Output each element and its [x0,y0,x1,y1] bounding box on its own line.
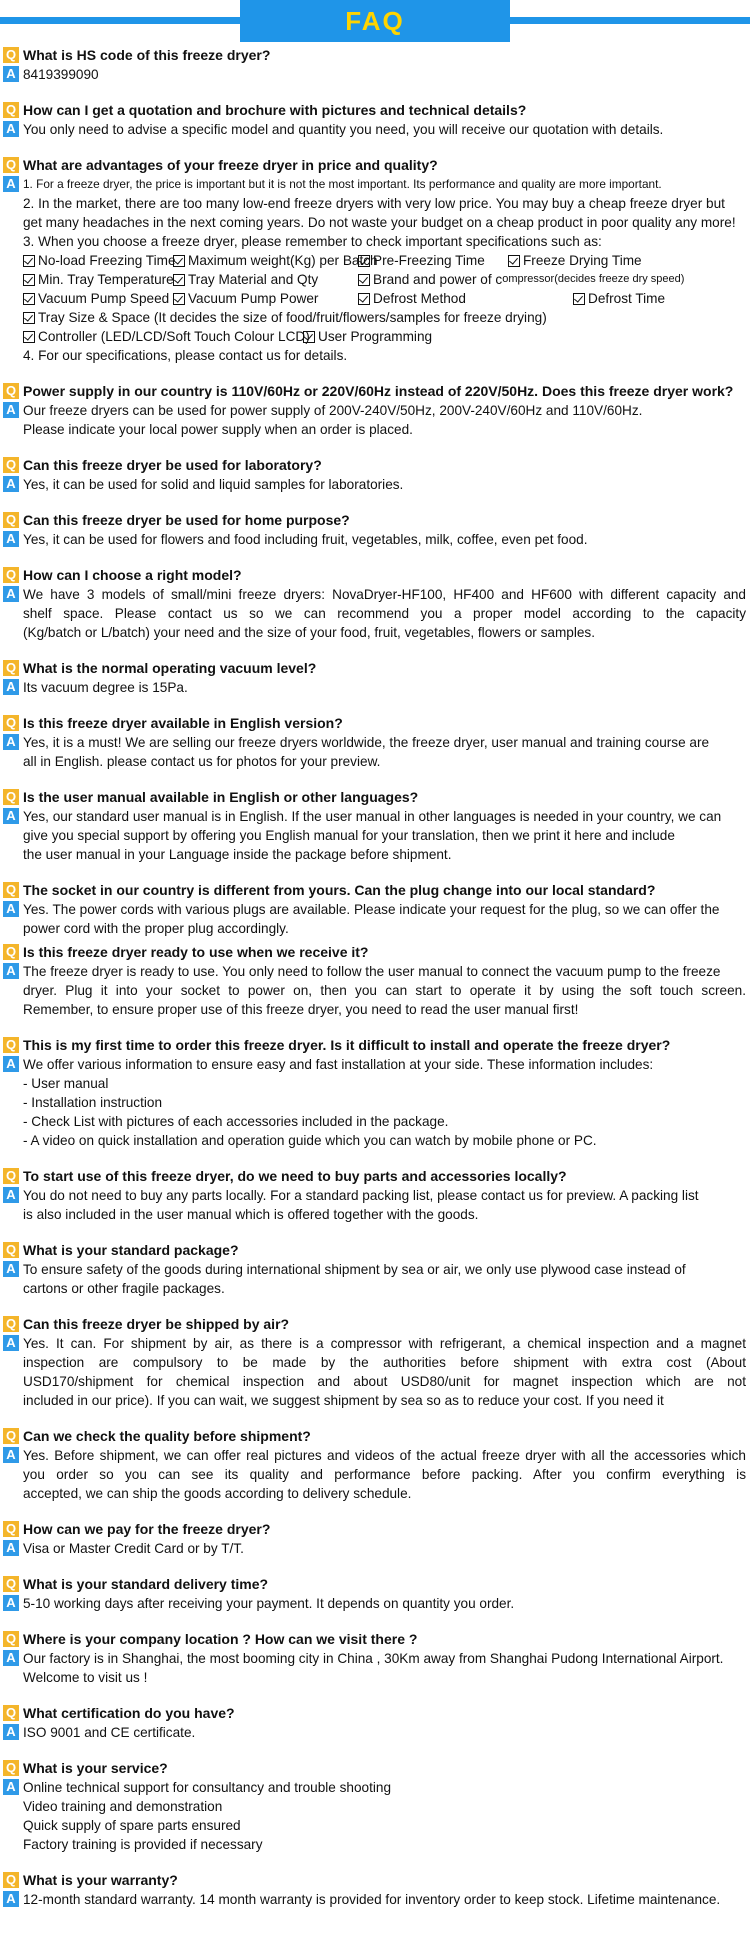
spec-label: Maximum weight(Kg) per Batch [188,253,378,268]
answer-badge: A [3,476,19,492]
answer-line: The freeze dryer is ready to use. You only need to follow the user manual to connect the vacuum pump to the freeze [23,964,721,979]
answer-row [0,733,750,771]
question-badge: Q [3,47,19,63]
question-row [0,881,750,900]
spec-label: User Programming [318,329,433,344]
answer-row [0,1539,750,1558]
spec-row [23,270,746,289]
question-text: How can we pay for the freeze dryer? [23,1521,271,1537]
answer-line: - A video on quick installation and operation guide which you can watch by mobile phone or PC. [23,1133,597,1148]
answer-line: USD170/shipment for chemical inspection and about USD80/unit for magnet inspection which are not [23,1374,746,1389]
answer-line: To ensure safety of the goods during international shipment by sea or air, we only use plywood case instead of [23,1262,686,1277]
answer-line: included in our price). If you can wait, we suggest shipment by sea so as to reduce your cost. If you need it [23,1393,664,1408]
question-row [0,1871,750,1890]
faq-item [0,881,750,938]
spec-item [173,270,358,289]
faq-item [0,1759,750,1854]
answer-body [23,1649,750,1687]
faq-item [0,659,750,697]
answer-line: the user manual in your Language inside the package before shipment. [23,847,452,862]
answer-body [23,1446,750,1503]
question-row [0,1630,750,1649]
faq-list [0,46,750,1926]
answer-badge: A [3,1595,19,1611]
answer-badge: A [3,586,19,602]
answer-row [0,1594,750,1613]
answer-body [23,807,750,864]
question-text: Can we check the quality before shipment? [23,1428,311,1444]
question-badge: Q [3,1168,19,1184]
answer-line: all in English. please contact us for photos for your preview. [23,754,381,769]
spec-label: Freeze Drying Time [523,253,642,268]
answer-line: - Check List with pictures of each accessories included in the package. [23,1114,449,1129]
faq-item [0,1575,750,1613]
spec-label: Tray Material and Qty [188,272,319,287]
faq-item [0,101,750,139]
spec-item [23,270,173,289]
spec-item [23,327,310,346]
answer-row [0,120,750,139]
faq-item [0,1036,750,1150]
spec-item [303,327,503,346]
checkbox-icon [23,312,35,324]
answer-badge: A [3,679,19,695]
question-text: What certification do you have? [23,1705,235,1721]
question-badge: Q [3,383,19,399]
answer-line: Please indicate your local power supply when an order is placed. [23,422,413,437]
answer-line: Yes, it is a must! We are selling our freeze dryers worldwide, the freeze dryer, user manual and training course are [23,735,710,750]
answer-badge: A [3,1447,19,1463]
spec-item [173,289,358,308]
faq-item [0,1167,750,1224]
question-row [0,788,750,807]
spec-item [508,251,658,270]
answer-line: Yes. It can. For shipment by air, as there is a compressor with refrigerant, a chemical inspection and a magnet [23,1336,746,1351]
spec-item [358,251,508,270]
spec-label: Vacuum Pump Power [188,291,319,306]
checkbox-icon [358,255,370,267]
question-row [0,456,750,475]
answer-body [23,1594,750,1613]
answer-row [0,1446,750,1503]
answer-badge: A [3,176,19,192]
answer-line: We offer various information to ensure easy and fast installation at your side. These information includes: [23,1057,654,1072]
question-row [0,46,750,65]
question-row [0,1167,750,1186]
answer-badge: A [3,1650,19,1666]
answer-line: 1. For a freeze dryer, the price is important but it is not the most important. Its performance and quality are more important. [23,177,662,191]
answer-row [0,900,750,938]
answer-row [0,65,750,84]
answer-line: power cord with the proper plug accordingly. [23,921,289,936]
spec-item [173,251,378,270]
checkbox-icon [358,293,370,305]
answer-body [23,1260,750,1298]
answer-body [23,900,750,938]
question-row [0,1241,750,1260]
answer-line: accepted, we can ship the goods according to delivery schedule. [23,1486,412,1501]
answer-body [23,733,750,771]
answer-body [23,1055,750,1150]
checkbox-icon [23,255,35,267]
answer-row [0,1723,750,1742]
answer-badge: A [3,1891,19,1907]
faq-item [0,1871,750,1909]
faq-item [0,1427,750,1503]
question-badge: Q [3,457,19,473]
answer-body [23,1334,750,1410]
question-row [0,659,750,678]
question-badge: Q [3,1428,19,1444]
answer-line: Quick supply of spare parts ensured [23,1818,241,1833]
answer-line: Yes, it can be used for solid and liquid samples for laboratories. [23,477,404,492]
answer-body [23,1539,750,1558]
question-badge: Q [3,157,19,173]
checkbox-icon [303,331,315,343]
question-row [0,1315,750,1334]
answer-line: Our factory is in Shanghai, the most booming city in China , 30Km away from Shanghai Pudong International Airport. [23,1651,724,1666]
spec-label: No-load Freezing Time [38,253,176,268]
answer-badge: A [3,1540,19,1556]
answer-line: cartons or other fragile packages. [23,1281,225,1296]
answer-body [23,962,750,1019]
question-badge: Q [3,1037,19,1053]
answer-line: 2. In the market, there are too many low-end freeze dryers with very low price. You may buy a cheap freeze dryer but [23,196,725,211]
spec-item [358,289,573,308]
answer-body [23,1723,750,1742]
checkbox-icon [23,293,35,305]
question-text: To start use of this freeze dryer, do we need to buy parts and accessories locally? [23,1168,567,1184]
faq-item [0,1520,750,1558]
spec-label-suffix: ompressor(decides freeze dry speed) [502,273,685,285]
question-text: The socket in our country is different from yours. Can the plug change into our local standard? [23,882,656,898]
question-text: This is my first time to order this freeze dryer. Is it difficult to install and operate the freeze dryer? [23,1037,671,1053]
answer-line: Remember, to ensure proper use of this freeze dryer, you need to read the user manual first! [23,1002,579,1017]
answer-row [0,1055,750,1150]
answer-badge: A [3,1187,19,1203]
answer-row [0,475,750,494]
answer-line: Yes. Before shipment, we can offer real pictures and videos of the actual freeze dryer with all the accessories which [23,1448,746,1463]
faq-item [0,511,750,549]
answer-line: 12-month standard warranty. 14 month warranty is provided for inventory order to keep stock. Lifetime maintenance. [23,1892,721,1907]
checkbox-icon [573,293,585,305]
answer-line: Online technical support for consultancy and trouble shooting [23,1780,392,1795]
answer-body [23,530,750,549]
answer-line: Visa or Master Credit Card or by T/T. [23,1541,244,1556]
question-badge: Q [3,102,19,118]
checkbox-icon [173,274,185,286]
question-row [0,156,750,175]
answer-body [23,175,750,365]
answer-badge: A [3,121,19,137]
answer-body [23,1186,750,1224]
spec-item [23,289,173,308]
spec-row [23,289,746,308]
question-badge: Q [3,882,19,898]
question-badge: Q [3,660,19,676]
faq-item [0,714,750,771]
answer-line: You only need to advise a specific model and quantity you need, you will receive our quotation with details. [23,122,664,137]
question-badge: Q [3,1242,19,1258]
spec-label: Defrost Time [588,291,666,306]
checkbox-icon [23,274,35,286]
spec-label: Pre-Freezing Time [373,253,485,268]
question-text: What is your warranty? [23,1872,178,1888]
question-badge: Q [3,1576,19,1592]
answer-badge: A [3,1724,19,1740]
question-badge: Q [3,1705,19,1721]
answer-body [23,65,750,84]
answer-line: - Installation instruction [23,1095,163,1110]
answer-line: give you special support by offering you English manual for your translation, then we print it here and include [23,828,675,843]
answer-row [0,1890,750,1909]
spec-label: Defrost Method [373,291,466,306]
answer-line: Its vacuum degree is 15Pa. [23,680,188,695]
answer-row [0,530,750,549]
answer-badge: A [3,808,19,824]
answer-line: 3. When you choose a freeze dryer, please remember to check important specifications such as: [23,234,602,249]
answer-row [0,401,750,439]
question-row [0,511,750,530]
faq-item [0,1241,750,1298]
answer-line: (Kg/batch or L/batch) your need and the size of your food, fruit, vegetables, flowers or samples. [23,625,595,640]
answer-badge: A [3,66,19,82]
answer-line: is also included in the user manual which is offered together with the goods. [23,1207,479,1222]
question-row [0,382,750,401]
spec-label: Vacuum Pump Speed [38,291,170,306]
faq-item [0,456,750,494]
question-badge: Q [3,567,19,583]
question-text: Can this freeze dryer be used for laboratory? [23,457,322,473]
question-row [0,1575,750,1594]
question-row [0,1759,750,1778]
faq-item [0,943,750,1019]
checkbox-icon [23,331,35,343]
question-badge: Q [3,1521,19,1537]
checkbox-icon [173,255,185,267]
answer-badge: A [3,734,19,750]
question-text: What is your standard delivery time? [23,1576,269,1592]
question-text: Can this freeze dryer be shipped by air? [23,1316,290,1332]
question-row [0,101,750,120]
question-row [0,566,750,585]
answer-row [0,1260,750,1298]
answer-row [0,1334,750,1410]
answer-body [23,678,750,697]
answer-line: 8419399090 [23,67,99,82]
answer-line: you order so you can see its quality and performance before packing. After you confirm everything is [23,1467,746,1482]
answer-badge: A [3,1261,19,1277]
faq-item [0,156,750,365]
answer-body [23,585,750,642]
question-text: Is this freeze dryer available in English version? [23,715,343,731]
answer-badge: A [3,901,19,917]
answer-line: We have 3 models of small/mini freeze dryers: NovaDryer-HF100, HF400 and HF600 with different capacity and [23,587,746,602]
question-text: Where is your company location ? How can we visit there ? [23,1631,418,1647]
answer-row [0,175,750,365]
question-row [0,714,750,733]
checkbox-icon [358,274,370,286]
question-badge: Q [3,789,19,805]
answer-row [0,585,750,642]
spec-label: Brand and power of c [373,272,503,287]
question-badge: Q [3,944,19,960]
faq-item [0,382,750,439]
question-text: Is this freeze dryer ready to use when we receive it? [23,944,369,960]
answer-badge: A [3,1335,19,1351]
answer-body [23,1778,750,1854]
answer-badge: A [3,1779,19,1795]
answer-row [0,962,750,1019]
spec-row [23,308,746,327]
question-row [0,1520,750,1539]
answer-line: You do not need to buy any parts locally. For a standard packing list, please contact us for preview. A packing list [23,1188,699,1203]
answer-line: 5-10 working days after receiving your payment. It depends on quantity you order. [23,1596,515,1611]
faq-item [0,1704,750,1742]
question-text: What is the normal operating vacuum level? [23,660,317,676]
faq-item [0,1315,750,1410]
answer-line: inspection are compulsory to be made by the authorities before shipment with extra cost (About [23,1355,746,1370]
answer-badge: A [3,531,19,547]
answer-line: Video training and demonstration [23,1799,223,1814]
answer-line: ISO 9001 and CE certificate. [23,1725,196,1740]
spec-label: Min. Tray Temperature [38,272,174,287]
answer-row [0,1649,750,1687]
answer-line: Yes, our standard user manual is in English. If the user manual in other languages is needed in your country, we can [23,809,722,824]
answer-line: Yes, it can be used for flowers and food including fruit, vegetables, milk, coffee, even pet food. [23,532,588,547]
spec-row [23,327,746,346]
checkbox-icon [508,255,520,267]
answer-body [23,1890,750,1909]
question-text: What is your standard package? [23,1242,239,1258]
question-badge: Q [3,1316,19,1332]
question-text: Is the user manual available in English or other languages? [23,789,419,805]
spec-label: Controller (LED/LCD/Soft Touch Colour LCD) [38,329,310,344]
spec-row [23,251,746,270]
answer-line: Factory training is provided if necessary [23,1837,263,1852]
spec-item [23,308,583,327]
question-row [0,1704,750,1723]
question-text: Power supply in our country is 110V/60Hz or 220V/60Hz instead of 220V/50Hz. Does this freeze dryer work? [23,383,734,399]
faq-item [0,788,750,864]
answer-line: Yes. The power cords with various plugs are available. Please indicate your request for the plug, so we can offer the [23,902,720,917]
page-title: FAQ [240,0,510,42]
question-badge: Q [3,1760,19,1776]
faq-header [0,0,750,42]
question-badge: Q [3,715,19,731]
question-text: Can this freeze dryer be used for home purpose? [23,512,350,528]
answer-badge: A [3,963,19,979]
answer-line: Our freeze dryers can be used for power supply of 200V-240V/50Hz, 200V-240V/60Hz and 110V/60Hz. [23,403,643,418]
question-badge: Q [3,1872,19,1888]
spec-item [358,270,688,289]
spec-item [573,289,723,308]
answer-body [23,401,750,439]
faq-item [0,566,750,642]
question-text: What are advantages of your freeze dryer in price and quality? [23,157,438,173]
question-text: What is HS code of this freeze dryer? [23,47,271,63]
answer-line: Welcome to visit us ! [23,1670,148,1685]
answer-body [23,120,750,139]
question-row [0,1427,750,1446]
answer-line: dryer. Plug it into your socket to power on, then you can start to operate it by using the soft touch screen. [23,983,746,998]
question-badge: Q [3,512,19,528]
question-text: How can I get a quotation and brochure with pictures and technical details? [23,102,527,118]
answer-line: shelf space. Please contact us so we can recommend you a proper model according to the capacity [23,606,746,621]
answer-row [0,678,750,697]
faq-item [0,1630,750,1687]
question-row [0,943,750,962]
answer-line: get many headaches in the next coming years. Do not waste your budget on a cheap product in poor quality any more! [23,215,736,230]
answer-row [0,1186,750,1224]
spec-item [23,251,176,270]
question-row [0,1036,750,1055]
answer-row [0,1778,750,1854]
checkbox-icon [173,293,185,305]
spec-label: Tray Size & Space (It decides the size of food/fruit/flowers/samples for freeze drying) [38,310,547,325]
answer-line: 4. For our specifications, please contact us for details. [23,348,348,363]
answer-row [0,807,750,864]
question-badge: Q [3,1631,19,1647]
faq-item [0,46,750,84]
answer-body [23,475,750,494]
answer-line: - User manual [23,1076,109,1091]
answer-badge: A [3,402,19,418]
answer-badge: A [3,1056,19,1072]
question-text: How can I choose a right model? [23,567,242,583]
question-text: What is your service? [23,1760,168,1776]
